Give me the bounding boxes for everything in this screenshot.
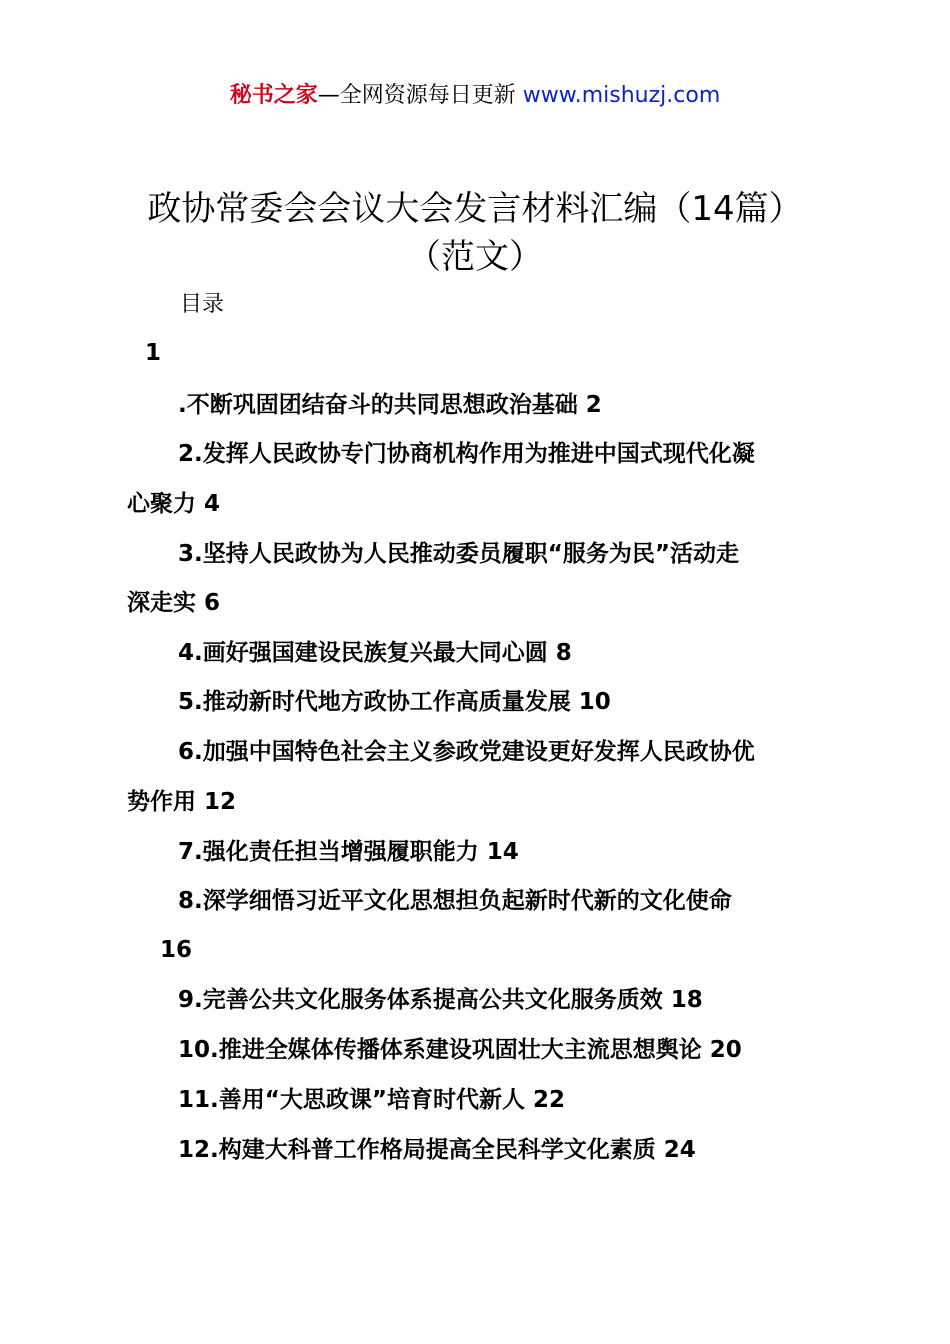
toc-entry-continued[interactable]: 心聚力 4 — [127, 491, 221, 517]
toc-entry[interactable]: 8.深学细悟习近平文化思想担负起新时代新的文化使命 — [178, 888, 732, 914]
site-header — [0, 80, 950, 112]
toc-line: 1 — [145, 340, 162, 366]
toc-entry[interactable]: 2.发挥人民政协专门协商机构作用为推进中国式现代化凝 — [178, 441, 755, 467]
site-url-link[interactable]: www.mishuzj.com — [522, 83, 721, 108]
toc-entry[interactable]: 4.画好强国建设民族复兴最大同心圆 8 — [178, 640, 572, 666]
toc-entry-continued[interactable]: 深走实 6 — [127, 590, 221, 616]
toc-entry-continued[interactable]: 势作用 12 — [127, 789, 237, 815]
toc-entry[interactable]: 7.强化责任担当增强履职能力 14 — [178, 839, 519, 865]
document-title: 政协常委会会议大会发言材料汇编（14篇） — [147, 189, 803, 229]
toc-entry[interactable]: 3.坚持人民政协为人民推动委员履职“服务为民”活动走 — [178, 541, 739, 567]
toc-entry[interactable]: 10.推进全媒体传播体系建设巩固壮大主流思想舆论 20 — [178, 1037, 742, 1063]
toc-entry[interactable]: .不断巩固团结奋斗的共同思想政治基础 2 — [178, 392, 602, 418]
brand-name: 秘书之家 — [229, 83, 318, 108]
toc-entry[interactable]: 9.完善公共文化服务体系提高公共文化服务质效 18 — [178, 987, 703, 1013]
toc-heading: 目录 — [180, 292, 225, 317]
document-subtitle: （范文） — [407, 237, 543, 277]
toc-entry[interactable]: 11.善用“大思政课”培育时代新人 22 — [178, 1087, 565, 1113]
toc-entry[interactable]: 6.加强中国特色社会主义参政党建设更好发挥人民政协优 — [178, 739, 755, 765]
toc-entry[interactable]: 5.推动新时代地方政协工作高质量发展 10 — [178, 689, 611, 715]
toc-entry[interactable]: 12.构建大科普工作格局提高全民科学文化素质 24 — [178, 1137, 696, 1163]
header-slogan: —全网资源每日更新 — [317, 83, 516, 108]
toc-entry-continued[interactable]: 16 — [160, 937, 193, 963]
